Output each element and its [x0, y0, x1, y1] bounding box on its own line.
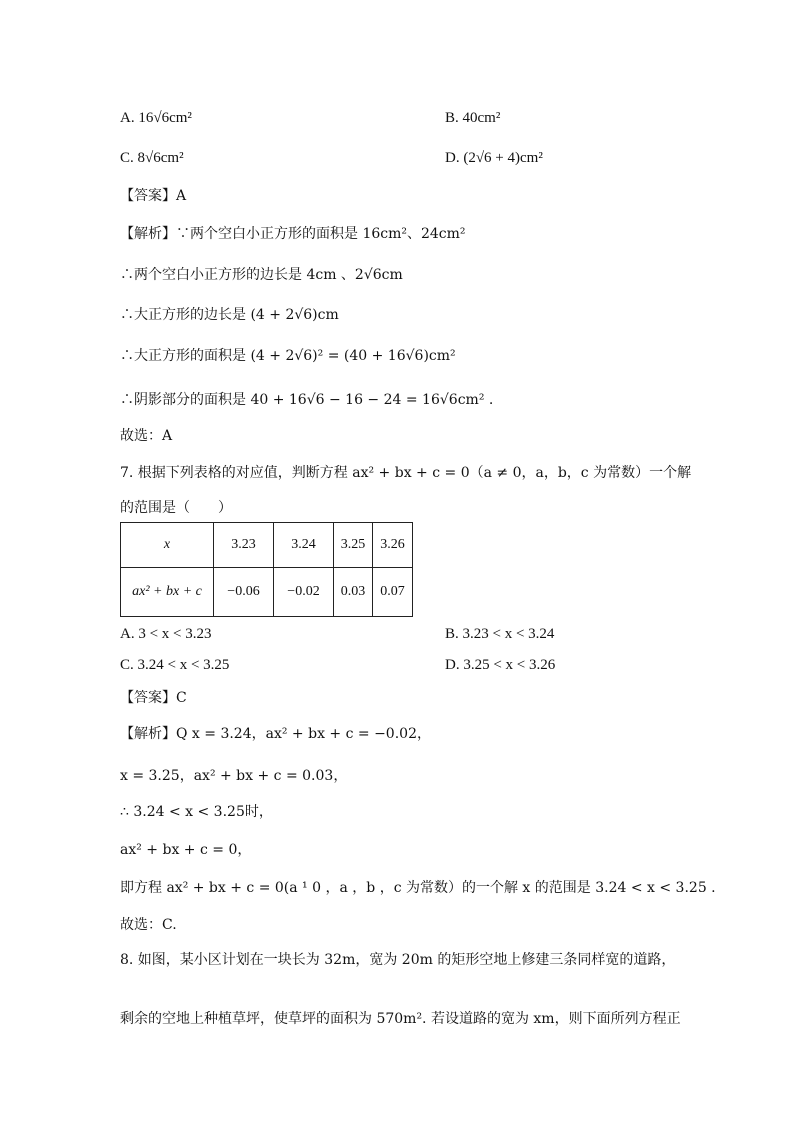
- q6-choice: 故选：A: [120, 428, 173, 444]
- table-cell: −0.06: [214, 568, 274, 617]
- table-cell: 0.07: [373, 568, 413, 617]
- q7-analysis-line-3: ∴ 3.24 < x < 3.25时，: [120, 804, 273, 820]
- q7-option-b: B. 3.23 < x < 3.24: [445, 626, 555, 642]
- table-row: [121, 568, 413, 617]
- q7-option-c: C. 3.24 < x < 3.25: [120, 657, 230, 673]
- table-cell: −0.02: [274, 568, 334, 617]
- q6-analysis-line-2: ∴两个空白小正方形的边长是 4cm 、2√6cm: [120, 267, 403, 283]
- q7-analysis-line-1: 【解析】Q x = 3.24，ax² + bx + c = −0.02，: [120, 726, 431, 742]
- q7-stem-line-1: 7. 根据下列表格的对应值，判断方程 ax² + bx + c = 0（a ≠ 0，a，b，c 为常数）一个解: [120, 465, 692, 481]
- table-cell: 3.23: [214, 523, 274, 568]
- q6-analysis-line-4: ∴大正方形的面积是 (4 + 2√6)² = (40 + 16√6)cm²: [120, 348, 456, 364]
- table-cell: 3.24: [274, 523, 334, 568]
- table-cell: x: [121, 523, 214, 568]
- table-row: [121, 523, 413, 568]
- q6-option-a: A. 16√6cm²: [120, 110, 192, 126]
- q6-option-c: C. 8√6cm²: [120, 150, 184, 166]
- q7-analysis-line-5: 即方程 ax² + bx + c = 0(a ¹ 0 ，a ，b ，c 为常数）的一个解 x 的范围是 3.24 < x < 3.25 .: [120, 880, 716, 896]
- q7-option-a: A. 3 < x < 3.23: [120, 626, 212, 642]
- q6-analysis-line-3: ∴大正方形的边长是 (4 + 2√6)cm: [120, 307, 339, 323]
- q6-answer: 【答案】A: [120, 188, 187, 204]
- q8-stem-line-2: 剩余的空地上种植草坪，使草坪的面积为 570m². 若设道路的宽为 xm，则下面所列方程正: [120, 1011, 681, 1027]
- q7-answer: 【答案】C: [120, 690, 187, 706]
- q6-option-b: B. 40cm²: [445, 110, 501, 126]
- q6-analysis-line-1: 【解析】∵两个空白小正方形的面积是 16cm²、24cm²: [120, 226, 466, 242]
- q7-stem-line-2: 的范围是（ ）: [120, 500, 232, 516]
- q6-analysis-line-5: ∴阴影部分的面积是 40 + 16√6 − 16 − 24 = 16√6cm² .: [120, 392, 494, 408]
- q7-value-table: [120, 522, 413, 617]
- table-cell: 3.26: [373, 523, 413, 568]
- table-cell: 3.25: [334, 523, 373, 568]
- table-cell: ax² + bx + c: [121, 568, 214, 617]
- q7-option-d: D. 3.25 < x < 3.26: [445, 657, 556, 673]
- q7-choice: 故选：C.: [120, 917, 177, 933]
- q7-analysis-line-4: ax² + bx + c = 0，: [120, 842, 252, 858]
- table-cell: 0.03: [334, 568, 373, 617]
- q8-stem-line-1: 8. 如图，某小区计划在一块长为 32m，宽为 20m 的矩形空地上修建三条同样宽的道路，: [120, 952, 676, 968]
- q7-analysis-line-2: x = 3.25，ax² + bx + c = 0.03，: [120, 768, 348, 784]
- q6-option-d: D. (2√6 + 4)cm²: [445, 150, 543, 166]
